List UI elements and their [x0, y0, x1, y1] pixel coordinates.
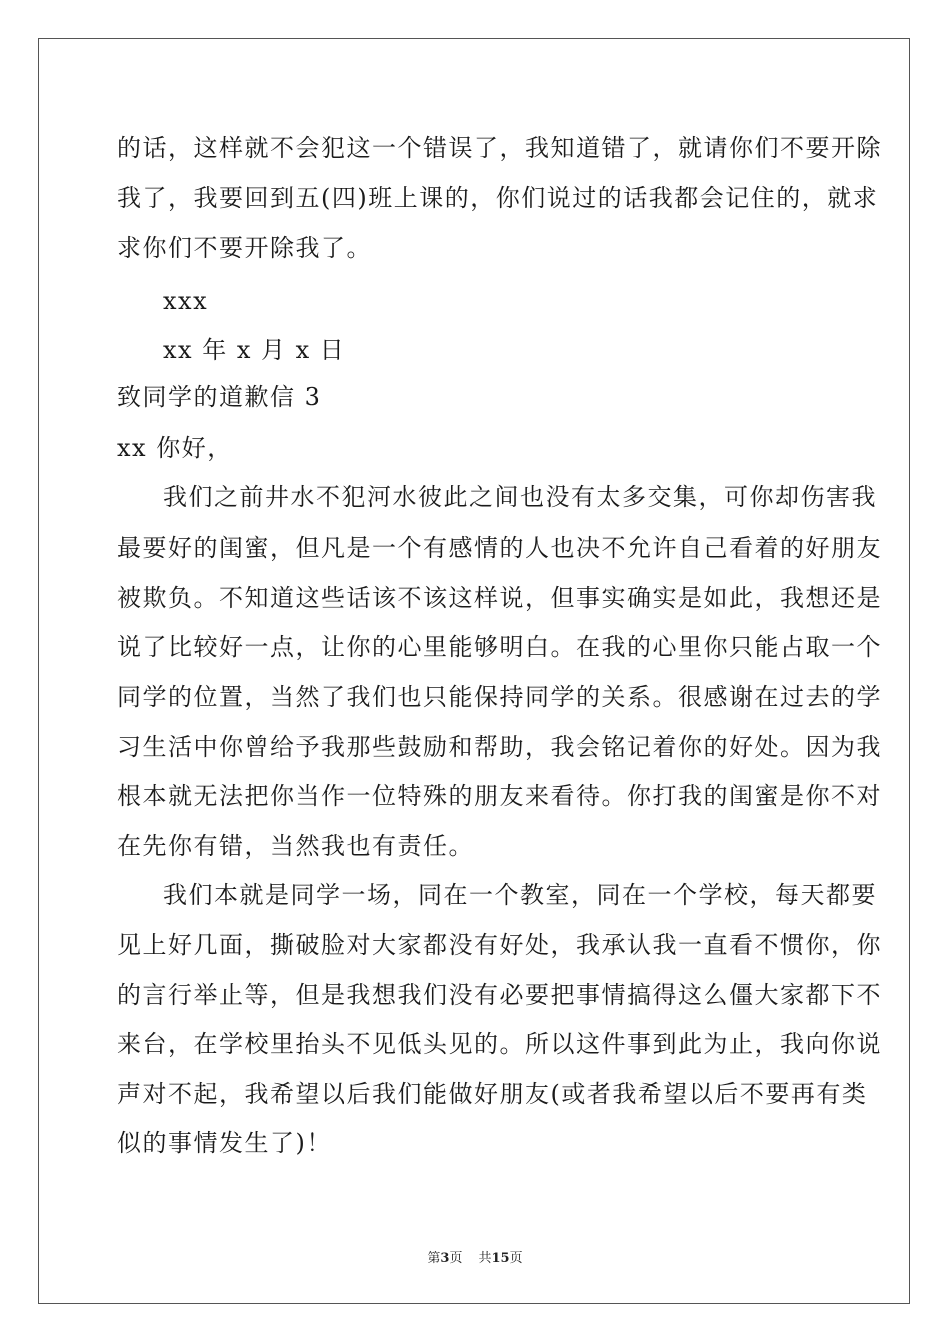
letter3-p2-line-4: 来台，在学校里抬头不见低头见的。所以这件事到此为止，我向你说	[117, 1030, 882, 1058]
letter2-line-2: 我了，我要回到五(四)班上课的，你们说过的话我都会记住的，就求	[117, 184, 879, 212]
letter3-p1-line-5: 同学的位置，当然了我们也只能保持同学的关系。很感谢在过去的学	[117, 683, 882, 711]
letter2-line-1: 的话，这样就不会犯这一个错误了，我知道错了，就请你们不要开除	[117, 134, 882, 162]
footer-total-prefix: 共	[478, 1251, 492, 1266]
letter3-p1-line-4: 说了比较好一点，让你的心里能够明白。在我的心里你只能占取一个	[117, 633, 882, 661]
letter3-p1-line-1: 我们之前井水不犯河水彼此之间也没有太多交集，可你却伤害我	[163, 483, 877, 511]
letter3-p2-line-6: 似的事情发生了)！	[117, 1129, 332, 1157]
footer-page-prefix: 第	[427, 1251, 441, 1266]
letter3-p1-line-6: 习生活中你曾给予我那些鼓励和帮助，我会铭记着你的好处。因为我	[117, 733, 882, 761]
letter2-date: xx 年 x 月 x 日	[163, 336, 346, 364]
footer-total-suffix: 页	[509, 1251, 523, 1266]
footer-page-current: 3	[440, 1251, 450, 1266]
letter3-p2-line-1: 我们本就是同学一场，同在一个教室，同在一个学校，每天都要	[163, 881, 877, 909]
letter3-p1-line-2: 最要好的闺蜜，但凡是一个有感情的人也决不允许自己看着的好朋友	[117, 534, 882, 562]
footer-page-total: 15	[491, 1251, 510, 1266]
letter3-p2-line-5: 声对不起，我希望以后我们能做好朋友(或者我希望以后不要再有类	[117, 1080, 868, 1108]
letter3-title: 致同学的道歉信 3	[117, 383, 322, 411]
footer-page-suffix: 页	[449, 1251, 463, 1266]
letter3-p1-line-7: 根本就无法把你当作一位特殊的朋友来看待。你打我的闺蜜是你不对	[117, 782, 882, 810]
page-footer	[0, 1247, 950, 1266]
letter3-p1-line-3: 被欺负。不知道这些话该不该这样说，但事实确实是如此，我想还是	[117, 584, 882, 612]
letter3-p1-line-8: 在先你有错，当然我也有责任。	[117, 832, 474, 860]
letter3-greeting: xx 你好，	[117, 434, 233, 462]
letter3-p2-line-3: 的言行举止等，但是我想我们没有必要把事情搞得这么僵大家都下不	[117, 981, 882, 1009]
letter2-signature: xxx	[163, 287, 209, 315]
letter3-p2-line-2: 见上好几面，撕破脸对大家都没有好处，我承认我一直看不惯你，你	[117, 931, 882, 959]
letter2-line-3: 求你们不要开除我了。	[117, 234, 372, 262]
